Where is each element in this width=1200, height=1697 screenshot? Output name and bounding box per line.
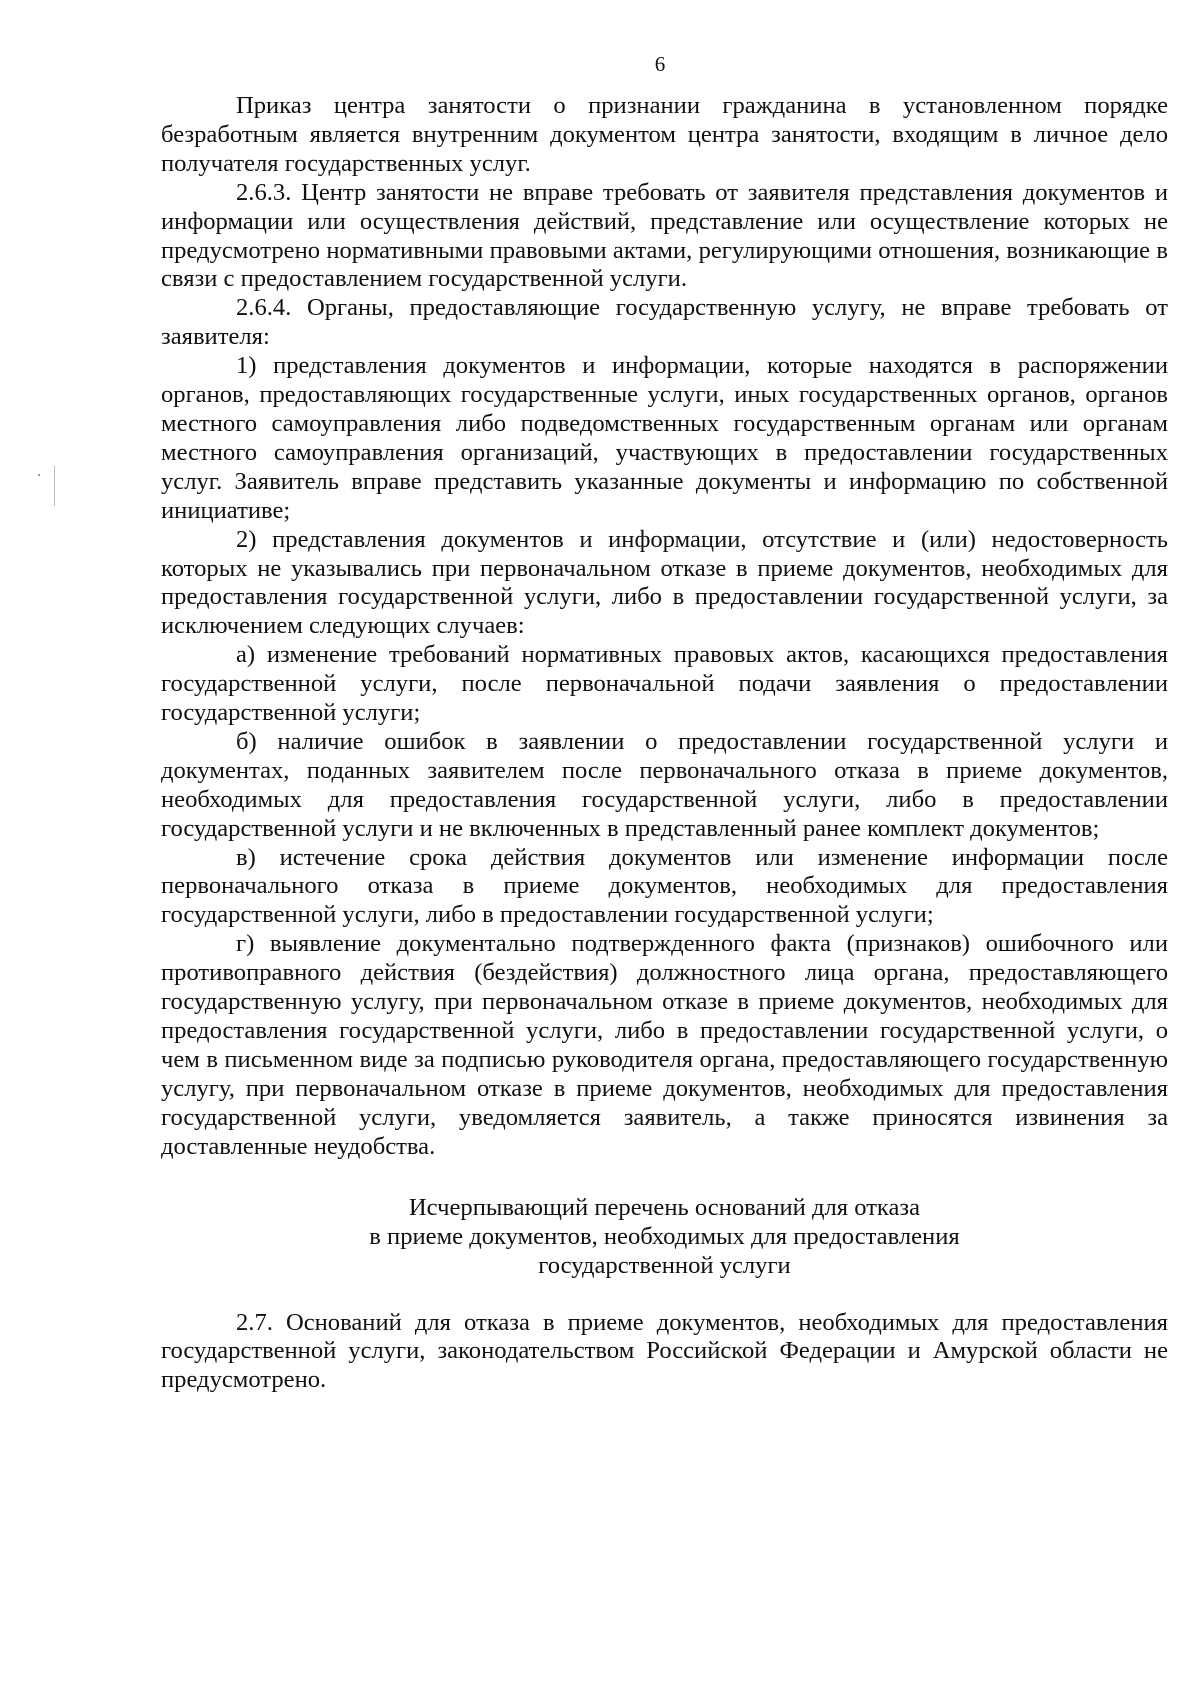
paragraph-subitem-g: г) выявление документально подтвержденного факта (признаков) ошибочного или противоправного действия (бездействия) должностного лица органа, предоставляющего государственную услугу, при первоначальном отказе в приеме документов, необходимых для предоставления государственной услуги, либо в предоставлении государственной услуги, о чем в письменном виде за подписью руководителя органа, предоставляющего государственную услугу, при первоначальном отказе в приеме документов, необходимых для предоставления государственной услуги, уведомляется заявитель, а также приносятся извинения за доставленные неудобства. — [161, 930, 1168, 1160]
paragraph-2-6-3: 2.6.3. Центр занятости не вправе требовать от заявителя представления документов и информации или осуществления действий, представление или осуществление которых не предусмотрено нормативными правовыми актами, регулирующими отношения, возникающие в связи с предоставлением государственной услуги. — [161, 178, 1168, 293]
page-number: 6 — [654, 52, 666, 76]
paragraph-order-unemployed: Приказ центра занятости о признании гражданина в установленном порядке безработным является внутренним документом центра занятости, входящим в личное дело получателя государственных услуг. — [161, 92, 1168, 177]
paragraph-2-6-4: 2.6.4. Органы, предоставляющие государственную услугу, не вправе требовать от заявителя: — [161, 294, 1168, 351]
paragraph-subitem-a: а) изменение требований нормативных правовых актов, касающихся предоставления государственной услуги, после первоначальной подачи заявления о предоставлении государственной услуги; — [161, 641, 1168, 727]
section-heading-line-1: Исчерпывающий перечень оснований для отказа — [408, 1193, 921, 1221]
scan-speck — [38, 474, 40, 476]
paragraph-item-2: 2) представления документов и информации, отсутствие и (или) недостоверность которых не указывались при первоначальном отказе в приеме документов, необходимых для предоставления государственной услуги, либо в предоставлении государственной услуги, за исключением следующих случаев: — [161, 525, 1168, 640]
paragraph-2-7: 2.7. Оснований для отказа в приеме документов, необходимых для предоставления государственной услуги, законодательством Российской Федерации и Амурской области не предусмотрено. — [161, 1308, 1168, 1394]
paragraph-subitem-v: в) истечение срока действия документов или изменение информации после первоначального отказа в приеме документов, необходимых для предоставления государственной услуги, либо в предоставлении государственной услуги; — [161, 843, 1168, 929]
section-heading — [161, 1193, 1168, 1280]
paragraph-item-1: 1) представления документов и информации, которые находятся в распоряжении органов, предоставляющих государственные услуги, иных государственных органов, органов местного самоуправления либо подведомственных государственным органам или органам местного самоуправления организаций, участвующих в предоставлении государственных услуг. Заявитель вправе представить указанные документы и информацию по собственной инициативе; — [161, 352, 1168, 524]
paragraph-subitem-b: б) наличие ошибок в заявлении о предоставлении государственной услуги и документах, поданных заявителем после первоначального отказа в приеме документов, необходимых для предоставления государственной услуги, либо в предоставлении государственной услуги и не включенных в представленный ранее комплект документов; — [161, 727, 1168, 842]
section-heading-line-3: государственной услуги — [538, 1251, 791, 1279]
section-heading-line-2: в приеме документов, необходимых для предоставления — [369, 1222, 960, 1250]
scan-margin-line — [54, 466, 55, 506]
document-body — [161, 92, 1168, 1395]
